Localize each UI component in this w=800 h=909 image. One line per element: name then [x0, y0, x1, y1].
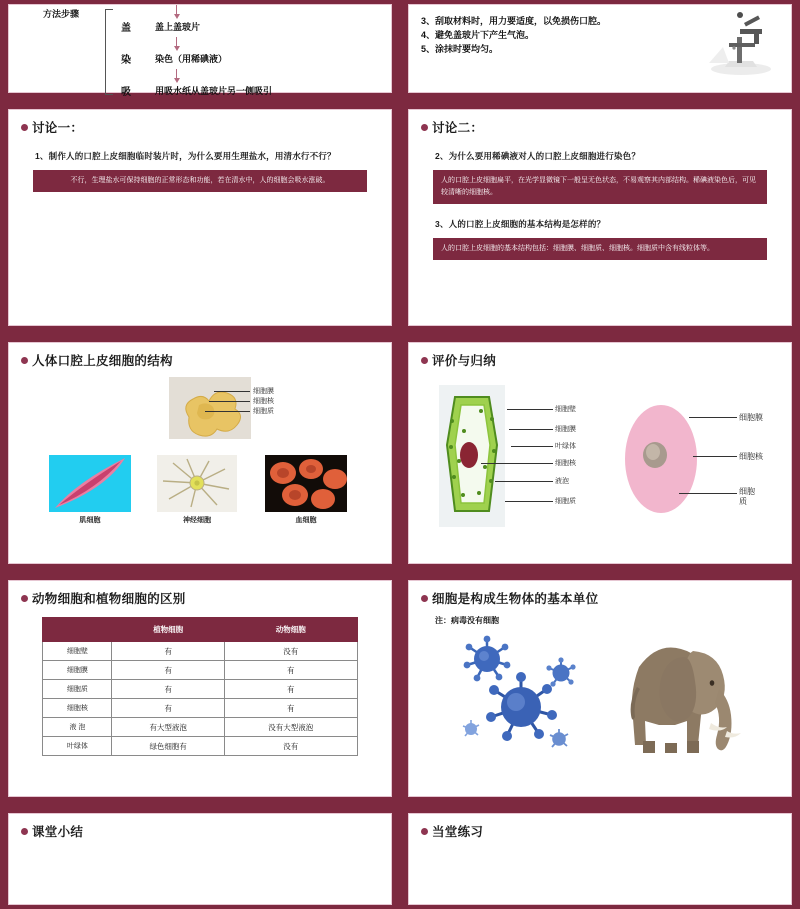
- flow-text-3: 用吸水纸从盖玻片另一侧吸引: [155, 86, 273, 96]
- title-text: 课堂小结: [32, 825, 84, 839]
- table-header-row: [43, 618, 357, 642]
- plant-label-nucleus: 细胞核: [555, 460, 576, 467]
- page-title: [421, 118, 779, 136]
- cell-r5c2: 没有: [225, 737, 358, 756]
- th-plant-cell: 植物细胞: [112, 618, 225, 642]
- plant-leader-2: [509, 429, 553, 430]
- table-row: [43, 661, 357, 680]
- table-row: [43, 699, 357, 718]
- title-text: 人体口腔上皮细胞的结构: [32, 354, 173, 368]
- bullet-dot-icon: [21, 124, 28, 131]
- page-title: [21, 822, 379, 840]
- plant-leader-6: [505, 501, 553, 502]
- flow-row-2: [121, 51, 227, 66]
- animal-leader-3: [679, 493, 737, 494]
- leader-line-1: [214, 391, 250, 392]
- page-title: [421, 822, 779, 840]
- cell-r3c1: 有: [112, 699, 225, 718]
- flow-row-1: [121, 19, 200, 34]
- cell-r2c2: 有: [225, 680, 358, 699]
- title-text: 动物细胞和植物细胞的区别: [32, 592, 186, 606]
- animal-cell-diagram: [623, 403, 699, 515]
- th-animal-cell: 动物细胞: [225, 618, 358, 642]
- answer-3: 人的口腔上皮细胞的基本结构包括：细胞膜、细胞质、细胞核。细胞质中含有线粒体等。: [433, 238, 767, 260]
- label-nucleus: 细胞核: [253, 398, 274, 405]
- flow-heading: 方法步骤: [43, 9, 80, 19]
- page-title: [21, 589, 379, 607]
- slide-discussion-two[interactable]: [404, 105, 796, 330]
- virus-note: 注：病毒没有细胞: [435, 616, 499, 625]
- slide-animal-vs-plant[interactable]: [4, 576, 396, 801]
- plant-leader-4: [481, 463, 553, 464]
- label-cell-membrane: 细胞膜: [253, 388, 274, 395]
- flow-text-1: 盖上盖玻片: [155, 22, 201, 32]
- cell-r3c0: 细胞核: [43, 699, 112, 718]
- flow-row-3: [121, 83, 272, 98]
- answer-2: 人的口腔上皮细胞扁平，在光学显微镜下一般呈无色状态，不易观察其内部结构。稀碘液染色后，可见较清晰的细胞核。: [433, 170, 767, 204]
- slide-discussion-one[interactable]: [4, 105, 396, 330]
- slide-precautions[interactable]: [404, 0, 796, 97]
- caption-muscle-cell: 肌细胞: [79, 517, 101, 524]
- virus-illustration: [449, 629, 589, 759]
- plant-label-cell-wall: 细胞壁: [555, 406, 576, 413]
- blood-cell-photo: [265, 455, 347, 512]
- flow-arrow-1: [176, 5, 177, 15]
- title-text: 讨论一：: [32, 121, 84, 135]
- flow-key-3: 吸: [121, 87, 131, 98]
- cell-r0c2: 没有: [225, 642, 358, 661]
- bullet-dot-icon: [421, 595, 428, 602]
- answer-1: 不行，生理盐水可保持细胞的正常形态和功能，若在清水中，人的细胞会吸水涨破。: [33, 170, 367, 192]
- title-text: 细胞是构成生物体的基本单位: [432, 592, 599, 606]
- cell-r5c1: 绿色细胞有: [112, 737, 225, 756]
- plant-label-vacuole: 液泡: [555, 478, 569, 485]
- plant-leader-5: [495, 481, 553, 482]
- leader-line-2: [209, 401, 250, 402]
- precaution-line-4: 4、避免盖玻片下产生气泡。: [421, 29, 535, 40]
- epithelial-cell-photo: [169, 377, 251, 439]
- page-title: [21, 118, 379, 136]
- bullet-dot-icon: [21, 595, 28, 602]
- cell-r1c1: 有: [112, 661, 225, 680]
- slide-oral-epithelial-structure[interactable]: [4, 338, 396, 568]
- plant-label-cytoplasm: 细胞质: [555, 498, 576, 505]
- nerve-cell-photo: [157, 455, 237, 512]
- animal-label-cell-membrane: 细胞膜: [739, 413, 763, 422]
- plant-leader-1: [507, 409, 553, 410]
- th-blank: [43, 618, 112, 642]
- bullet-dot-icon: [421, 357, 428, 364]
- cell-r2c0: 细胞质: [43, 680, 112, 699]
- slide-evaluation-summary[interactable]: [404, 338, 796, 568]
- page-title: [421, 351, 779, 369]
- flow-key-2: 染: [121, 55, 131, 66]
- table-row: [43, 642, 357, 661]
- title-text: 讨论二：: [432, 121, 484, 135]
- table-row: [43, 680, 357, 699]
- plant-cell-diagram: [439, 385, 505, 527]
- cell-r4c0: 液 泡: [43, 718, 112, 737]
- microscope-icon: [707, 7, 781, 77]
- caption-blood-cell: 血细胞: [295, 517, 317, 524]
- animal-label-nucleus: 细胞核: [739, 452, 763, 461]
- cell-r2c1: 有: [112, 680, 225, 699]
- title-text: 评价与归纳: [432, 354, 497, 368]
- slide-class-summary[interactable]: [4, 809, 396, 909]
- question-1: 1、制作人的口腔上皮细胞临时装片时，为什么要用生理盐水，用清水行不行？: [35, 151, 336, 161]
- animal-leader-2: [693, 456, 737, 457]
- comparison-table: [42, 617, 357, 756]
- question-2: 2、为什么要用稀碘液对人的口腔上皮细胞进行染色？: [435, 151, 641, 161]
- title-text: 当堂练习: [432, 825, 484, 839]
- flow-text-2: 染色（用稀碘液）: [155, 54, 228, 64]
- cell-r1c2: 有: [225, 661, 358, 680]
- question-3: 3、人的口腔上皮细胞的基本结构是怎样的？: [435, 218, 606, 229]
- precaution-line-3: 3、刮取材料时，用力要适度，以免损伤口腔。: [421, 16, 607, 26]
- flow-arrow-2: [176, 37, 177, 47]
- slide-cell-basic-unit[interactable]: [404, 576, 796, 801]
- cell-r4c2: 没有大型液泡: [225, 718, 358, 737]
- flow-arrow-3: [176, 69, 177, 79]
- elephant-photo: [599, 627, 749, 757]
- slide-class-exercise[interactable]: [404, 809, 796, 909]
- bullet-dot-icon: [21, 828, 28, 835]
- cell-r3c2: 有: [225, 699, 358, 718]
- cell-r0c0: 细胞壁: [43, 642, 112, 661]
- animal-leader-1: [689, 417, 737, 418]
- cell-r5c0: 叶绿体: [43, 737, 112, 756]
- precaution-line-5: 5、涂抹时要均匀。: [421, 43, 499, 54]
- page-title: [421, 589, 779, 607]
- page-title: [21, 351, 379, 369]
- cell-r0c1: 有: [112, 642, 225, 661]
- cell-r4c1: 有大型液泡: [112, 718, 225, 737]
- muscle-cell-photo: [49, 455, 131, 512]
- table-row: [43, 737, 357, 756]
- leader-line-3: [205, 411, 250, 412]
- cell-r1c0: 细胞膜: [43, 661, 112, 680]
- bullet-dot-icon: [421, 124, 428, 131]
- brace-bracket: [105, 9, 113, 95]
- label-cytoplasm: 细胞质: [253, 408, 274, 415]
- slide-method-steps[interactable]: [4, 0, 396, 97]
- plant-leader-3: [511, 446, 553, 447]
- animal-label-cytoplasm: 细胞质: [739, 487, 755, 507]
- flow-key-1: 盖: [121, 23, 131, 34]
- method-steps-flowchart: [21, 9, 379, 98]
- bullet-dot-icon: [21, 357, 28, 364]
- bullet-dot-icon: [421, 828, 428, 835]
- plant-label-cell-membrane: 细胞膜: [555, 426, 576, 433]
- table-row: [43, 718, 357, 737]
- caption-nerve-cell: 神经细胞: [183, 517, 211, 524]
- plant-label-chloroplast: 叶绿体: [555, 443, 576, 450]
